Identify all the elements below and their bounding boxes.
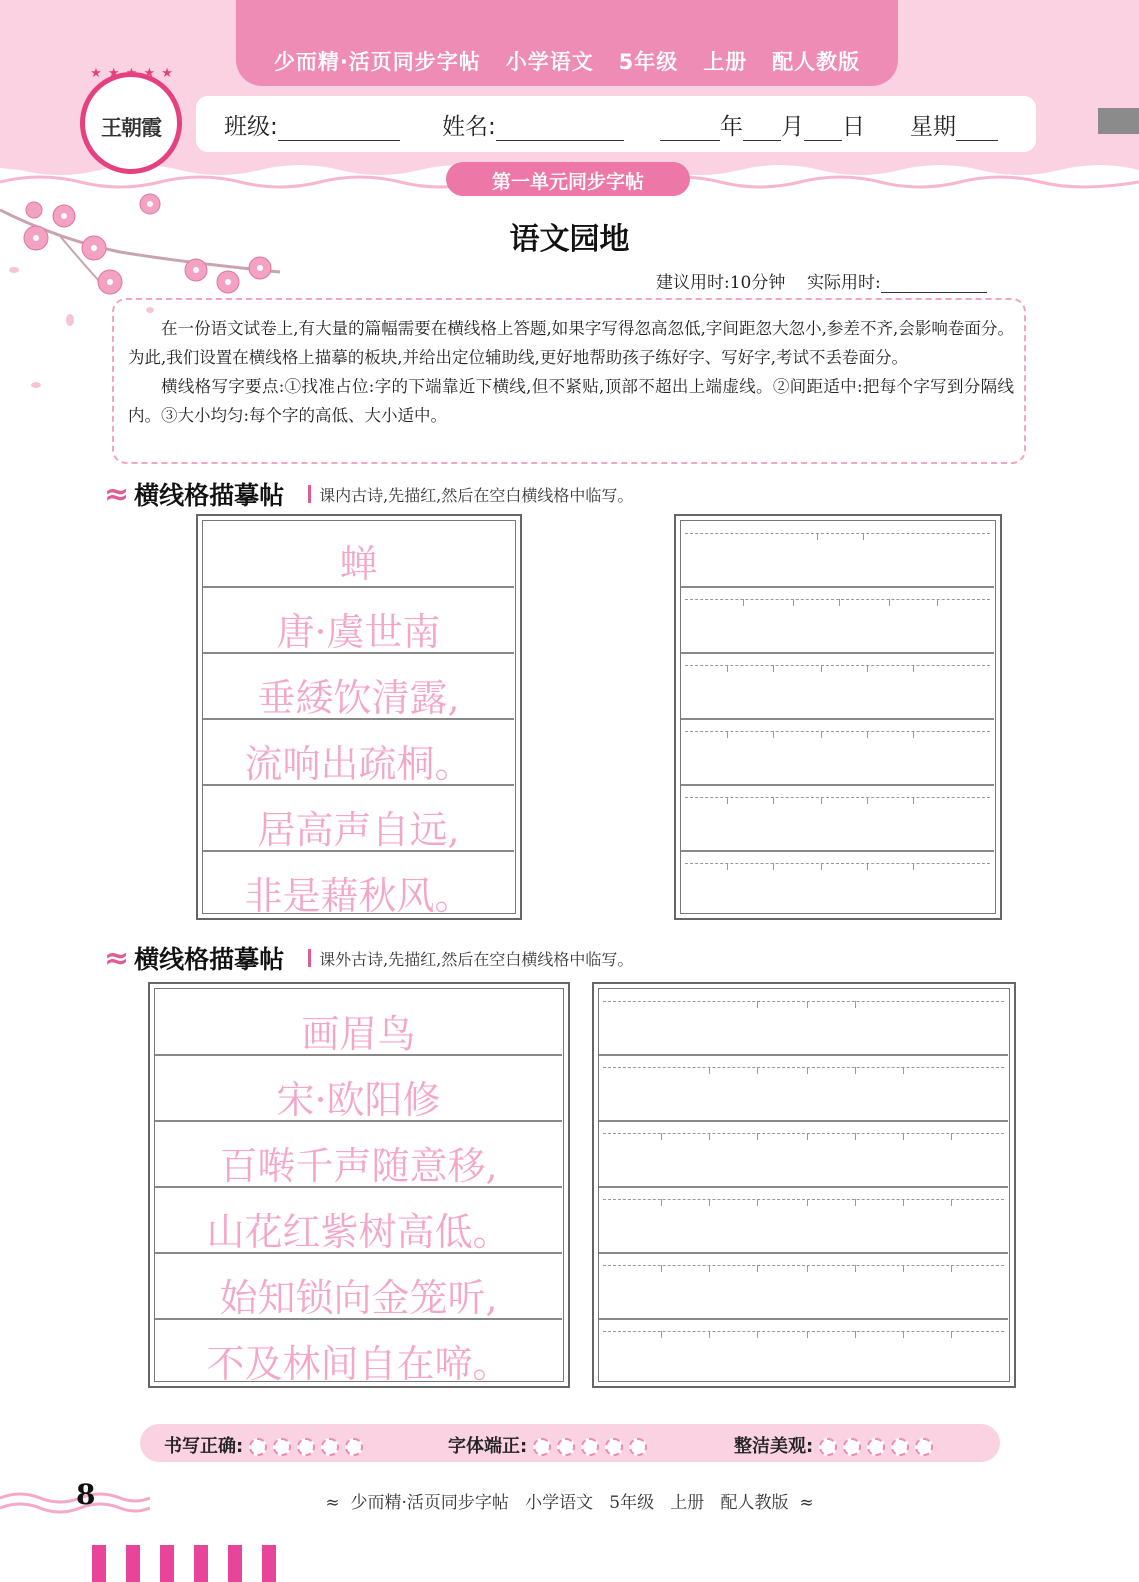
guide-tick [773,731,774,738]
row-divider [681,586,994,588]
eval-label-clean: 整洁美观: [734,1436,814,1457]
wave-icon: ≈ [104,940,127,976]
practice-box-2[interactable] [592,982,1016,1388]
row-divider [681,652,994,654]
month-blank[interactable] [743,118,781,141]
practice-box-1-inner[interactable] [680,520,996,914]
section-2-title: 横线格描摹帖 [134,945,285,974]
guide-tick [913,665,914,672]
guide-tick [727,665,728,672]
guide-tick [855,1265,856,1272]
actual-time-blank[interactable] [881,276,987,293]
trace-line[interactable]: 始知锁向金笼听, [219,1276,498,1320]
row-divider [599,1318,1008,1320]
guide-tick [757,1067,758,1074]
guide-tick [661,1133,662,1140]
guide-tick [757,1133,758,1140]
footer-stripe [228,1545,242,1582]
guide-tick [661,1331,662,1338]
page-edge-tab [1098,108,1139,134]
guide-tick [951,1133,952,1140]
footer-stripe [160,1545,174,1582]
guide-tick [903,1265,904,1272]
guide-tick [793,599,794,606]
actual-time-label: 实际用时: [806,273,881,293]
trace-line[interactable]: 唐·虞世南 [276,610,441,654]
flower-rating-icon[interactable] [891,1438,909,1456]
guide-tick [913,731,914,738]
guide-tick [855,1067,856,1074]
year-blank[interactable] [660,118,720,141]
trace-line[interactable]: 蝉 [339,542,378,586]
guide-tick [913,797,914,804]
trace-box-2 [148,982,570,1388]
suggested-time: 建议用时:10分钟 [656,273,786,293]
logo-stars: ★ ★ ★ ★ ★ [90,66,174,81]
guide-tick [821,731,822,738]
eval-label-correct: 书写正确: [164,1436,244,1457]
section-divider [308,949,311,967]
intro-paragraph-1: 在一份语文试卷上,有大量的篇幅需要在横线格上答题,如果字写得忽高忽低,字间距忽大忽小,参差不齐,会影响卷面分。为此,我们设置在横线格上描摹的板块,并给出定位辅助线,更好地帮助孩子练好字、写好字,考试不丢卷面分。 [128,319,1014,367]
flower-rating-icon[interactable] [273,1438,291,1456]
guide-dash [685,599,990,600]
guide-tick [743,599,744,606]
footer-stripe [92,1545,106,1582]
name-label: 姓名: [442,114,496,140]
section-2-note: 课外古诗,先描红,然后在空白横线格中临写。 [319,949,634,969]
guide-tick [903,1133,904,1140]
flower-rating-icon[interactable] [297,1438,315,1456]
intro-paragraph-2: 横线格写字要点:①找准占位:字的下端靠近下横线,但不紧贴,顶部不超出上端虚线。②间距适中:把每个字写到分隔线内。③大小均匀:每个字的高低、大小适中。 [128,377,1014,425]
weekday-field[interactable] [910,108,998,141]
class-field[interactable] [224,108,400,141]
guide-tick [807,1265,808,1272]
trace-line[interactable]: 流响出疏桐。 [244,742,473,786]
guide-tick [903,1331,904,1338]
flower-rating-icon[interactable] [345,1438,363,1456]
guide-tick [817,533,818,540]
guide-tick [709,1067,710,1074]
guide-tick [757,1199,758,1206]
guide-tick [855,1331,856,1338]
guide-dash [685,533,990,534]
guide-tick [903,1199,904,1206]
guide-dash [685,665,990,666]
guide-dash [685,863,990,864]
row-divider [599,1054,1008,1056]
guide-tick [855,1001,856,1008]
guide-tick [757,1331,758,1338]
day-blank[interactable] [804,118,842,141]
footer-series-title: ≈ 少而精·活页同步字帖 小学语文 5年级 上册 配人教版 ≈ [325,1493,814,1513]
section-1-header [104,474,633,514]
weekday-label: 星期 [910,114,956,140]
year-label: 年 [720,114,743,140]
trace-box-1 [196,514,522,920]
guide-tick [951,1265,952,1272]
guide-tick [821,797,822,804]
guide-tick [821,665,822,672]
practice-box-2-inner[interactable] [598,988,1010,1382]
class-blank[interactable] [278,118,400,141]
trace-line[interactable]: 不及林间自在啼。 [206,1342,511,1386]
guide-tick [821,863,822,870]
series-title: 少而精·活页同步字帖 小学语文 5年级 上册 配人教版 [273,50,861,74]
eval-item-neat [448,1432,653,1458]
row-divider [681,784,994,786]
section-2-header [104,938,633,978]
day-label: 日 [842,114,865,140]
flower-rating-icon[interactable] [605,1438,623,1456]
guide-tick [757,1001,758,1008]
guide-tick [867,731,868,738]
row-divider [599,1120,1008,1122]
date-field[interactable] [660,108,865,141]
trace-box-1-inner [202,520,516,918]
row-divider [681,718,994,720]
unit-label: 第一单元同步字帖 [491,171,644,193]
time-info [656,268,987,293]
guide-dash [603,1265,1004,1266]
practice-box-1[interactable] [674,514,1002,920]
flower-rating-icon[interactable] [915,1438,933,1456]
trace-line[interactable]: 居高声自远, [257,808,460,852]
trace-line[interactable]: 山花红紫树高低。 [206,1210,511,1254]
guide-tick [807,1067,808,1074]
guide-tick [839,599,840,606]
guide-dash [685,731,990,732]
guide-tick [867,797,868,804]
guide-tick [709,1133,710,1140]
trace-line[interactable]: 宋·欧阳修 [276,1078,441,1122]
footer-stripe [126,1545,140,1582]
guide-tick [807,1331,808,1338]
page-title: 语文园地 [509,222,630,257]
flower-rating-icon[interactable] [843,1438,861,1456]
eval-label-neat: 字体端正: [448,1436,528,1457]
intro-box [112,298,1026,464]
guide-dash [603,1199,1004,1200]
guide-tick [863,533,864,540]
guide-tick [867,863,868,870]
name-blank[interactable] [496,118,624,141]
guide-tick [661,1265,662,1272]
logo-text: 王朝霞 [101,115,161,140]
guide-tick [773,863,774,870]
guide-tick [855,1199,856,1206]
trace-line[interactable]: 非是藉秋风。 [244,874,473,918]
row-divider [599,1186,1008,1188]
guide-tick [709,1199,710,1206]
weekday-blank[interactable] [956,118,998,141]
footer-stripe [194,1545,208,1582]
flower-rating-icon[interactable] [581,1438,599,1456]
guide-dash [603,1331,1004,1332]
guide-tick [773,665,774,672]
section-1-note: 课内古诗,先描红,然后在空白横线格中临写。 [319,485,634,505]
trace-line[interactable]: 画眉鸟 [301,1012,416,1056]
guide-tick [903,1067,904,1074]
guide-tick [807,1001,808,1008]
guide-tick [889,599,890,606]
guide-dash [685,797,990,798]
guide-tick [867,665,868,672]
flower-rating-icon[interactable] [533,1438,551,1456]
footer-stripe [262,1545,276,1582]
guide-tick [709,1265,710,1272]
trace-line[interactable]: 垂緌饮清露, [257,676,460,720]
guide-tick [937,599,938,606]
trace-box-2-inner [154,988,564,1386]
guide-dash [603,1133,1004,1134]
flower-rating-icon[interactable] [867,1438,885,1456]
guide-tick [709,1331,710,1338]
class-label: 班级: [224,114,278,140]
eval-item-correct [164,1432,369,1458]
month-label: 月 [781,114,804,140]
guide-tick [951,1199,952,1206]
guide-tick [757,1265,758,1272]
wave-icon: ≈ [104,476,127,512]
section-1-title: 横线格描摹帖 [134,481,285,510]
page-number: 8 [76,1478,96,1511]
guide-tick [807,1199,808,1206]
flower-rating-icon[interactable] [321,1438,339,1456]
guide-tick [661,1199,662,1206]
trace-line[interactable]: 百啭千声随意移, [219,1144,498,1188]
guide-tick [727,863,728,870]
guide-tick [913,863,914,870]
flower-rating-icon[interactable] [557,1438,575,1456]
flower-rating-icon[interactable] [629,1438,647,1456]
guide-tick [727,731,728,738]
flower-rating-icon[interactable] [819,1438,837,1456]
eval-item-clean [734,1432,939,1458]
guide-tick [727,797,728,804]
guide-tick [807,1133,808,1140]
guide-dash [603,1067,1004,1068]
row-divider [599,1252,1008,1254]
guide-tick [773,797,774,804]
flower-rating-icon[interactable] [249,1438,267,1456]
guide-tick [855,1133,856,1140]
row-divider [681,850,994,852]
name-field[interactable] [442,108,624,141]
section-divider [308,485,311,503]
guide-dash [603,1001,1004,1002]
guide-tick [951,1331,952,1338]
